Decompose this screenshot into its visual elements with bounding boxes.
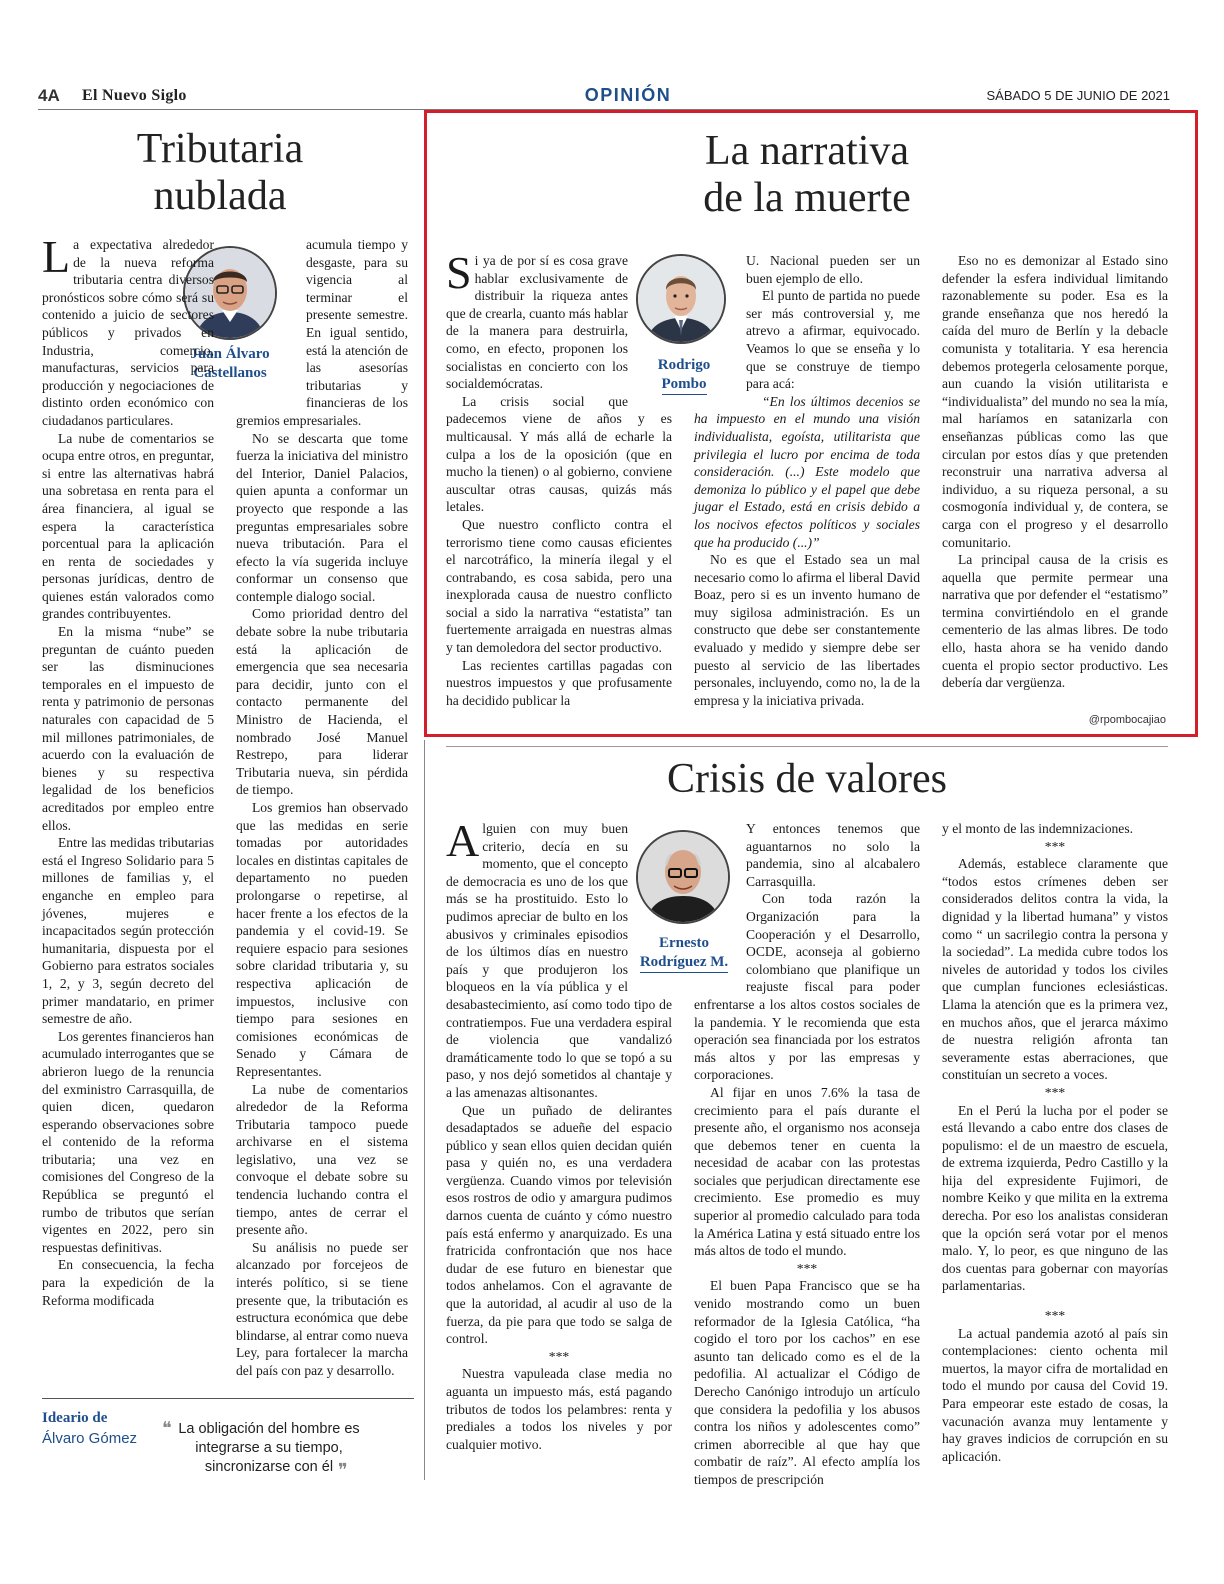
article3-paragraph: Que un puñado de delirantes desadaptados se adueñe del espacio público y sean ellos quien decidan quién pasa y quién no, es una verdadera vergüenza. Cuando vimos por televisión esos rostros de odio y amargura pudimos darnos cuenta de cuánto y cómo nuestro país está enfermo y anarquizado. Es una fratricida confrontación que nos hace dudar de ese futuro en bienestar que todos anhelamos. Con el agravante de que la autoridad, al acudir al uso de la fuerza, da pie para que todo se salga de control. [446, 1102, 672, 1347]
article2-paragraph: Las recientes cartillas pagadas con nuestros impuestos y que profusamente ha decidido publicar la [446, 657, 672, 708]
article3-paragraph: La actual pandemia azotó al país sin contemplaciones: ciento ochenta mil muertos, la mayor cifra de mortalidad en todo el mundo por causa del Covid 19. Para empeorar este estado de cosas, la vacunación avanza muy lentamente y hay graves indicios de corrupción en su aplicación. [942, 1325, 1168, 1464]
article1-paragraph: Los gerentes financieros han acumulado interrogantes que se abrieron luego de la renuncia del exministro Carrasquilla, de quien dicen, quedaron esperando observaciones sobre el contenido de la reforma tributaria; una vez en comisiones del Congreso de la República se preguntó el rumbo de tributos que serían vigentes en 2022, pero sin respuestas definitivas. [42, 1028, 214, 1255]
page-number: 4A [38, 86, 60, 105]
article2-paragraph: U. Nacional pueden ser un buen ejemplo de ello. [746, 253, 920, 286]
author-first-name: Juan Álvaro [190, 346, 270, 362]
section-separator: *** [548, 1348, 570, 1364]
article1-paragraph: En la misma “nube” se preguntan de cuánto pueden ser las disminuciones temporales en el impuesto de renta y patrimonio de personas naturales con capacidad de 5 mil millones patrimoniales, de acuerdo con la evaluación de bienes y su respectiva legalidad de los beneficios acreditados por empleo entre ellos. [42, 624, 214, 833]
ideario-quote: La obligación del hombre es integrarse a su tiempo, sincronizarse con él [178, 1421, 360, 1475]
author-first-name: Rodrigo [657, 357, 711, 373]
article2-paragraph: La principal causa de la crisis es aquella que permite permear una narrativa que por defender el “estatismo” termina convirtiéndolo en el grande cementerio de las almas libres. De todo ello, hasta ahora se ha venido dando cuenta el propio sector productivo. Les debería dar vergüenza. [942, 552, 1168, 691]
article1-paragraph: Como prioridad dentro del debate sobre la nube tributaria está la aplicación de emergencia que sea necesaria para decidir, junto con el contacto permanente del Ministro de Hacienda, el nombrado José Manuel Restrepo, para liderar Tributaria nueva, sin pérdida de tiempo. [236, 606, 408, 798]
issue-date: SÁBADO 5 DE JUNIO DE 2021 [986, 88, 1170, 103]
article2-title [560, 128, 1054, 222]
article1-paragraph: Entre las medidas tributarias está el Ingreso Solidario para 5 millones de familias y, el enganche en empleo para jóvenes, mujeres e incapacitados según protección humanitaria, dispuesta por el Gobierno para estratos sociales 1, 2, y 3, según decreto del primer mandatario, en primer semestre de año. [42, 835, 214, 1027]
article1-column-1 [42, 231, 214, 1382]
article2-paragraph: El punto de partida no puede ser más controversial y, me atrevo a afirmar, equivocado. Veamos lo que se enseña y lo que se construye de tiempo para acá: [746, 288, 920, 392]
ideario-title: Ideario de [42, 1410, 108, 1426]
author-last-name: Castellanos [193, 365, 267, 381]
article2-paragraph: Si ya de por sí es cosa grave hablar exclusivamente de distribuir la riqueza antes que de crearla, cuanto más hablar de la manera para destruirla, como, en efecto, proponen los socialistas en concierto con los socialdemócratas. [446, 247, 628, 392]
article3-paragraph: Nuestra vapuleada clase media no aguanta un impuesto más, está pagando tributos de todos los pelambres: renta y prediales a todos los niveles y por cualquier motivo. [446, 1366, 672, 1452]
article3-paragraph: Alguien con muy buen criterio, decía en su momento, que el concepto de democracia es uno de los que más se ha prostituido. Esto lo pudimos apreciar de bulto en los abusivos y criminales episodios de los últimos días en nuestro país y que produjeron los bloqueos en la vía pública y el desabastecimiento, así como todo tipo de contratiempos. Fue una verdadera espiral de violencia que vandalizó dramáticamente todo lo que se topó a su paso, y nos dejó sometidos al chantaje y a las amenazas altisonantes. [446, 815, 672, 1100]
article1-title-line2: nublada [153, 173, 287, 220]
article1-paragraph: La nube de comentarios se ocupa entre otros, en preguntar, si entre las alternativas habrá una sobretasa en renta para el área financiera, al igual se espera la característica porcentual para la aplicación en renta de sociedades y personas jurídicas, dentro de quienes están valorados como grandes contribuyentes. [42, 430, 214, 622]
article1-paragraph: En consecuencia, la fecha para la expedición de la Reforma modificada [42, 1257, 214, 1308]
article1-paragraph: La nube de comentarios alrededor de la Reforma Tributaria tampoco puede archivarse en el sistema legislativo, una vez se convoque el debate sobre su tendencia luchando contra el tiempo, antes de cerrar el presente año. [236, 1081, 408, 1238]
article3-paragraph: El buen Papa Francisco que se ha venido mostrando como un buen reformador de la Iglesia Católica, “ha cogido el toro por los cachos” en ese asunto tan delicado como es el de la pedofilia. Al actualizar el Código de Derecho Canónigo introdujo un artículo que considera la pedofilia y los abusos contra los niños y adolescentes como” crimen aborrecible al que hay que combatir de raíz”. Al efecto amplía los tiempos de prescripción [694, 1278, 920, 1487]
article2-column-3 [942, 252, 1168, 710]
article1-column-2 [236, 236, 408, 1382]
author-first-name: Ernesto [659, 935, 709, 951]
article3-title: Crisis de valores [667, 756, 947, 802]
article3-paragraph: Al fijar en unos 7.6% la tasa de crecimiento para el país durante el presente año, el organismo nos aconseja que debemos tener en cuenta la necesidad de acabar con las protestas sociales que perjudican directamente ese crecimiento. Ese promedio es muy superior al promedio calculado para toda la América Latina y está situado entre los más altos de todo el mundo. [694, 1084, 920, 1259]
section-separator: *** [1044, 838, 1066, 854]
article1-paragraph: La expectativa alrededor de la nueva reforma tributaria centra diversos pronósticos sobre cómo será su contenido a juicio de sectores públicos y privados en Industria, comercio, manufacturas, servicios para producción y negociaciones de distinto orden económico con ciudadanos particulares. [42, 231, 214, 428]
author-twitter-handle[interactable]: @rpombocajiao [1088, 714, 1166, 726]
article2-title-line1: La narrativa [704, 128, 910, 174]
drop-cap: L [42, 231, 71, 282]
article1-paragraph: No se descarta que tome fuerza la iniciativa del ministro del Interior, Daniel Palacios, quien apunta a conformar un proyecto que responde a las preguntas empresariales sobre nueva tributación. Para el efecto la vía sugerida incluye conformar un consenso que contemple dialogo social. [236, 430, 408, 604]
article3-column-1 [446, 815, 672, 1480]
drop-cap: S [446, 247, 472, 298]
article3-paragraph: En el Perú la lucha por el poder se está llevando a cabo entre dos clases de populismo: el de un maestro de escuela, de extrema izquierda, Pedro Castillo y la hija del expresidente Fujimori, de nombre Keiko y que milita en la extrema derecha. Por eso los analistas consideran que la opción será votar por el menos malo. Y, lo peor, es que ninguno de las dos cuentas para gobernar con mayorías parlamentarias. [942, 1102, 1168, 1294]
author-last-name: Rodríguez M. [640, 953, 728, 973]
column-divider [424, 740, 425, 1480]
ideario-name: Álvaro Gómez [42, 1430, 138, 1447]
article1-paragraph: Los gremios han observado que las medidas en serie tomadas por autoridades locales en distintas capitales de departamento no pueden prolongarse o repetirse, al hacer frente a los efectos de la pandemia y el covid-19. Se requiere espacio para sesiones sobre claridad tributaria y, su respectiva aplicación de impuestos, inclusive con tiempo para sesiones en comisiones económicas de Senado y Cámara de Representantes. [236, 800, 408, 1079]
article3-paragraph: Además, establece claramente que “todos estos crímenes deben ser considerados delitos contra la vida, la dignidad y la libertad humana” y vistos como “ un sacrilegio contra la persona y la sociedad”. La medida cubre todos los niveles de autoridad y todos los civiles que cumplan funciones eclesiásticas. Llama la atención que es la primera vez, en muchos años, que el jerarca máximo de nuestra religión afronta tan severamente estas aberraciones, que constituían un secreto a voces. [942, 856, 1168, 1083]
section-name: OPINIÓN [584, 85, 672, 105]
article2-column-2 [694, 252, 920, 722]
drop-cap: A [446, 815, 480, 866]
article3-paragraph: Con toda razón la Organización para la Cooperación y el Desarrollo, OCDE, aconseja al gobierno colombiano que planifique un reajuste fiscal para poder enfrentarse a los altos costos sociales de la pandemia. Y le recomienda que esta operación sea financiada por los estratos más altos y por las empresas y corporaciones. [694, 891, 920, 1083]
ideario-divider [42, 1398, 414, 1399]
article2-paragraph: No es que el Estado sea un mal necesario como lo afirma el liberal David Boaz, pero si es un invento humano de muy sigilosa administración. Es un constructo que debe ser constantemente evaluado y medido y siempre debe ser puesto al servicio de las libertades personales, incluyendo, como no, la de la empresa y la iniciativa privada. [694, 552, 920, 708]
article2-paragraph: Eso no es demonizar al Estado sino defender la esfera individual limitando razonablemente su poder. Esa es la grande enseñanza que nos heredó la caída del muro de Berlín y la debacle comunista y totalitaria. Y esa herencia debemos protegerla celosamente porque, aun cuando la visión utilitarista e “individualista” del mundo no sea la mía, mal haríamos en satanizarla con enseñanzas públicas como las que circulan por estos días y que pretenden reconstruir una narrativa adversa al individuo, a su riqueza personal, a su cosmogonía individual y, de contera, se carga con el progreso y el desarrollo comunitario. [942, 253, 1168, 550]
article2-paragraph: Que nuestro conflicto contra el terrorismo tiene como causas eficientes el narcotráfico, la minería ilegal y el contrabando, es cosa sabida, pero una inexplorada causa de nuestro conflicto social a sido la narrativa “estatista” tan fuertemente arraigada en nuestras almas y tan demoledora del sector productivo. [446, 516, 672, 656]
article1-paragraph: Su análisis no puede ser alcanzado por forcejeos de interés político, si se tiene presente que, la tributación es estructura económica que debe blindarse, al entrar como nueva Ley, para fortalecer la marcha del país con paz y desarrollo. [236, 1239, 408, 1378]
section-separator: *** [1044, 1308, 1066, 1324]
article3-paragraph: Y entonces tenemos que aguantarnos no solo la pandemia, sino al alcabalero Carrasquilla. [746, 821, 920, 889]
close-quote-icon: ❞ [338, 1460, 348, 1480]
article1-title [60, 126, 380, 220]
article2-quote: “En los últimos decenios se ha impuesto en el mundo una visión individualista, egoísta, utilitarista que privilegia el lucro por encima de toda consideración. (...) Este modelo que demoniza lo público y el papel que debe jugar el Estado, está en crisis debido a los nocivos efectos políticos y sociales que ha producido (...)” [694, 393, 920, 550]
section-separator: *** [1044, 1084, 1066, 1100]
newspaper-name: El Nuevo Siglo [82, 87, 187, 104]
article2-column-1 [446, 247, 672, 722]
article3-column-2 [694, 820, 920, 1487]
open-quote-icon: ❝ [162, 1418, 172, 1438]
article1-title-line1: Tributaria [136, 126, 304, 172]
article3-column-3 [942, 820, 1168, 1480]
article3-paragraph: y el monto de las indemnizaciones. [942, 821, 1134, 836]
section-separator: *** [796, 1260, 818, 1276]
article2-paragraph: La crisis social que padecemos viene de años y es multicausal. Y más allá de echarle la culpa a los de la oposición (que en mucho la tienen) o al gobierno, conviene auscultar otras causas, quizás más letales. [446, 393, 672, 515]
article3-top-rule [446, 746, 1168, 747]
page-header [38, 84, 1170, 110]
article1-paragraph: acumula tiempo y desgaste, para su vigencia al terminar el presente semestre. En igual sentido, está la atención de las asesorías tributarias y financieras de los gremios empresariales. [236, 237, 408, 428]
author-last-name: Pombo [662, 375, 707, 395]
article2-title-line2: de la muerte [703, 175, 911, 222]
